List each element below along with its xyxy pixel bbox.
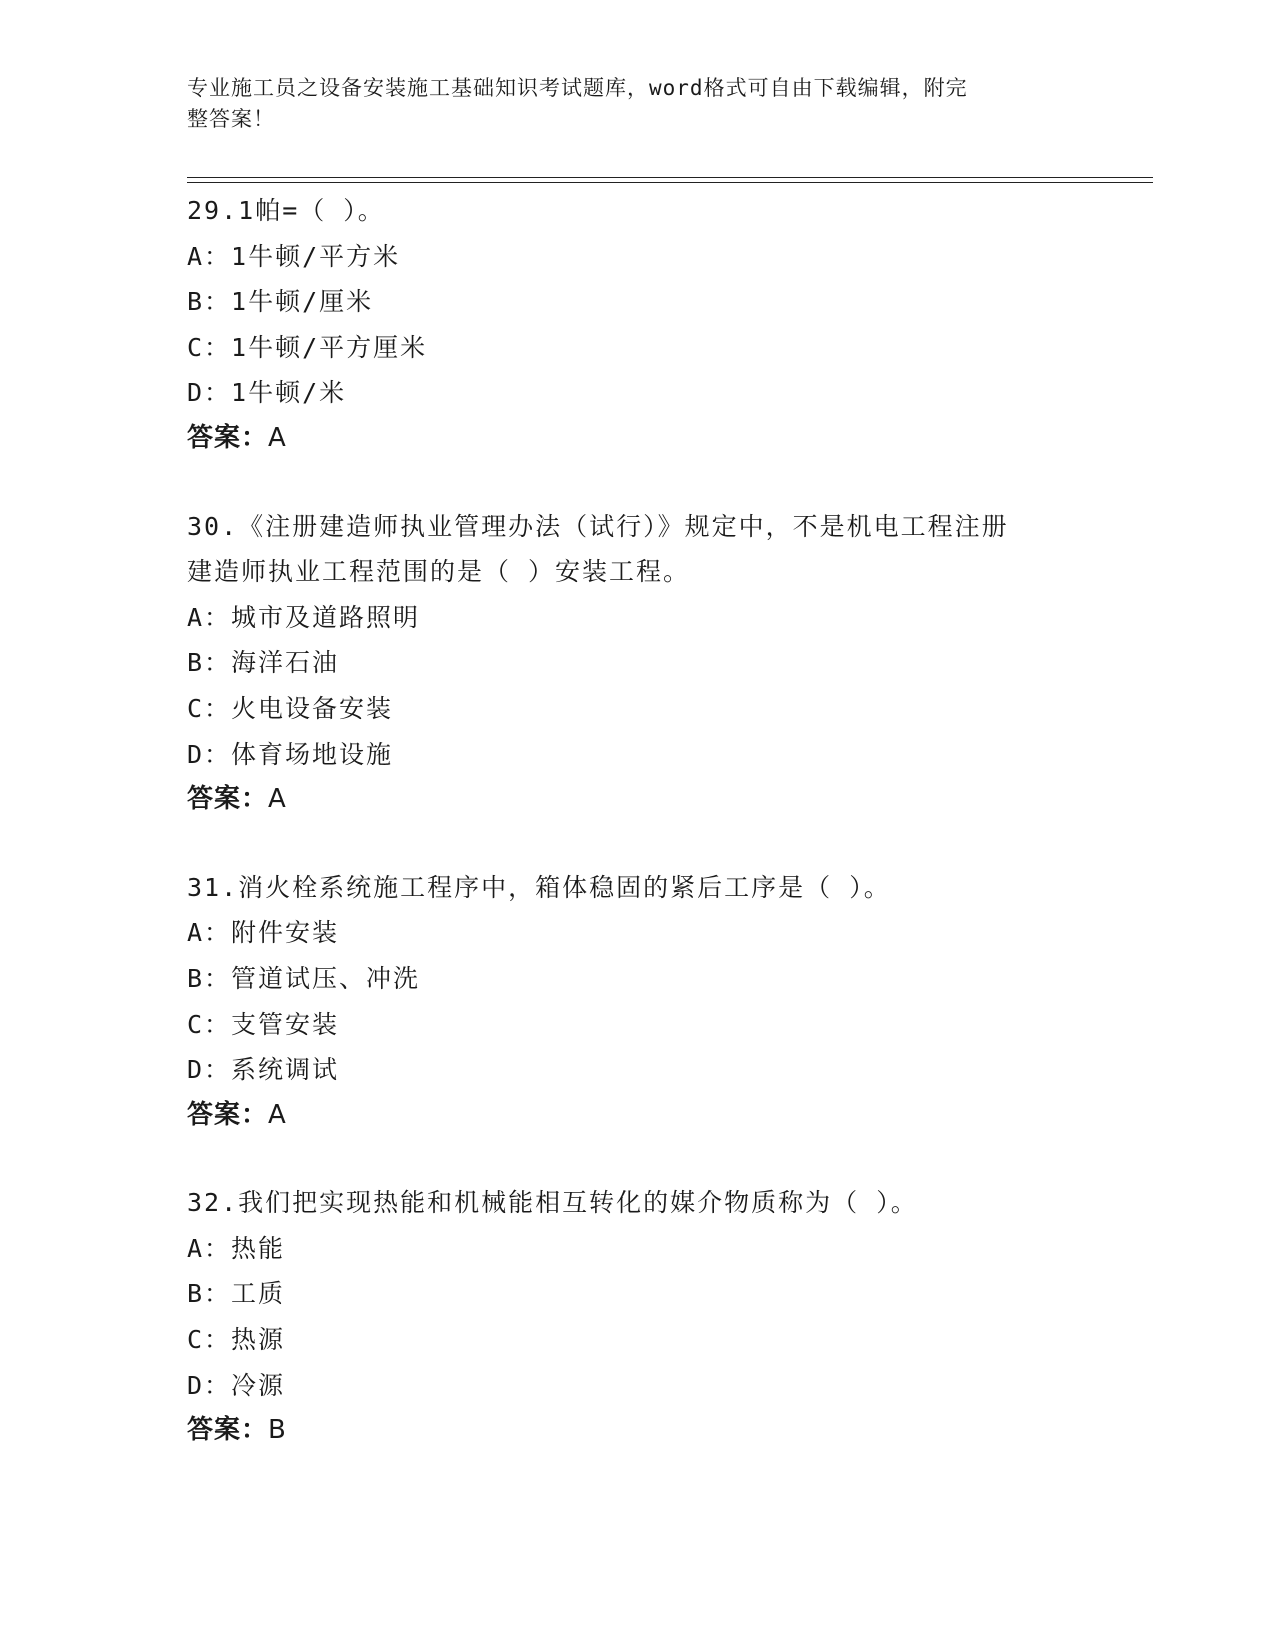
answer-label: 答案： (187, 784, 269, 815)
answer-line (187, 416, 1087, 462)
question-stem: 32.我们把实现热能和机械能相互转化的媒介物质称为（ ）。 (187, 1188, 918, 1218)
option-b: B：1牛顿/厘米 (187, 287, 374, 317)
option-d: D：冷源 (187, 1370, 286, 1400)
option-c: C：1牛顿/平方厘米 (187, 332, 428, 362)
option-c: C：热源 (187, 1325, 286, 1355)
option-a: A：附件安装 (187, 918, 340, 948)
answer-value: A (268, 422, 287, 453)
option-a: A：1牛顿/平方米 (187, 241, 401, 271)
option-c: C：支管安装 (187, 1009, 340, 1039)
answer-value: A (268, 784, 287, 815)
question-29 (187, 188, 1087, 462)
option-a: A：城市及道路照明 (187, 602, 421, 632)
answer-line (187, 777, 1087, 823)
question-list (187, 188, 1087, 1496)
question-stem: 29.1帕=（ ）。 (187, 196, 385, 225)
option-c: C：火电设备安装 (187, 693, 394, 723)
option-b: B：工质 (187, 1279, 286, 1309)
document-header (187, 73, 1067, 135)
header-line-1: 专业施工员之设备安装施工基础知识考试题库，word格式可自由下载编辑，附完 (187, 76, 968, 100)
answer-label: 答案： (187, 422, 269, 453)
header-rule-top (187, 177, 1153, 178)
question-stem-continued: 建造师执业工程范围的是（ ）安装工程。 (187, 557, 691, 587)
question-30 (187, 504, 1087, 823)
answer-line (187, 1093, 1087, 1139)
header-rule-bottom (187, 182, 1153, 183)
option-b: B：管道试压、冲洗 (187, 963, 421, 993)
answer-label: 答案： (187, 1415, 269, 1446)
answer-value: B (268, 1415, 287, 1446)
answer-line (187, 1408, 1087, 1454)
answer-label: 答案： (187, 1099, 269, 1130)
question-32 (187, 1180, 1087, 1454)
header-line-2: 整答案！ (187, 107, 275, 131)
question-stem: 30.《注册建造师执业管理办法（试行）》规定中，不是机电工程注册 (187, 511, 1009, 541)
question-31 (187, 865, 1087, 1139)
option-d: D：系统调试 (187, 1055, 340, 1085)
question-stem: 31.消火栓系统施工程序中，箱体稳固的紧后工序是（ ）。 (187, 872, 891, 902)
option-d: D：体育场地设施 (187, 739, 394, 769)
answer-value: A (268, 1099, 287, 1130)
option-d: D：1牛顿/米 (187, 378, 347, 408)
option-b: B：海洋石油 (187, 648, 340, 678)
option-a: A：热能 (187, 1233, 286, 1263)
